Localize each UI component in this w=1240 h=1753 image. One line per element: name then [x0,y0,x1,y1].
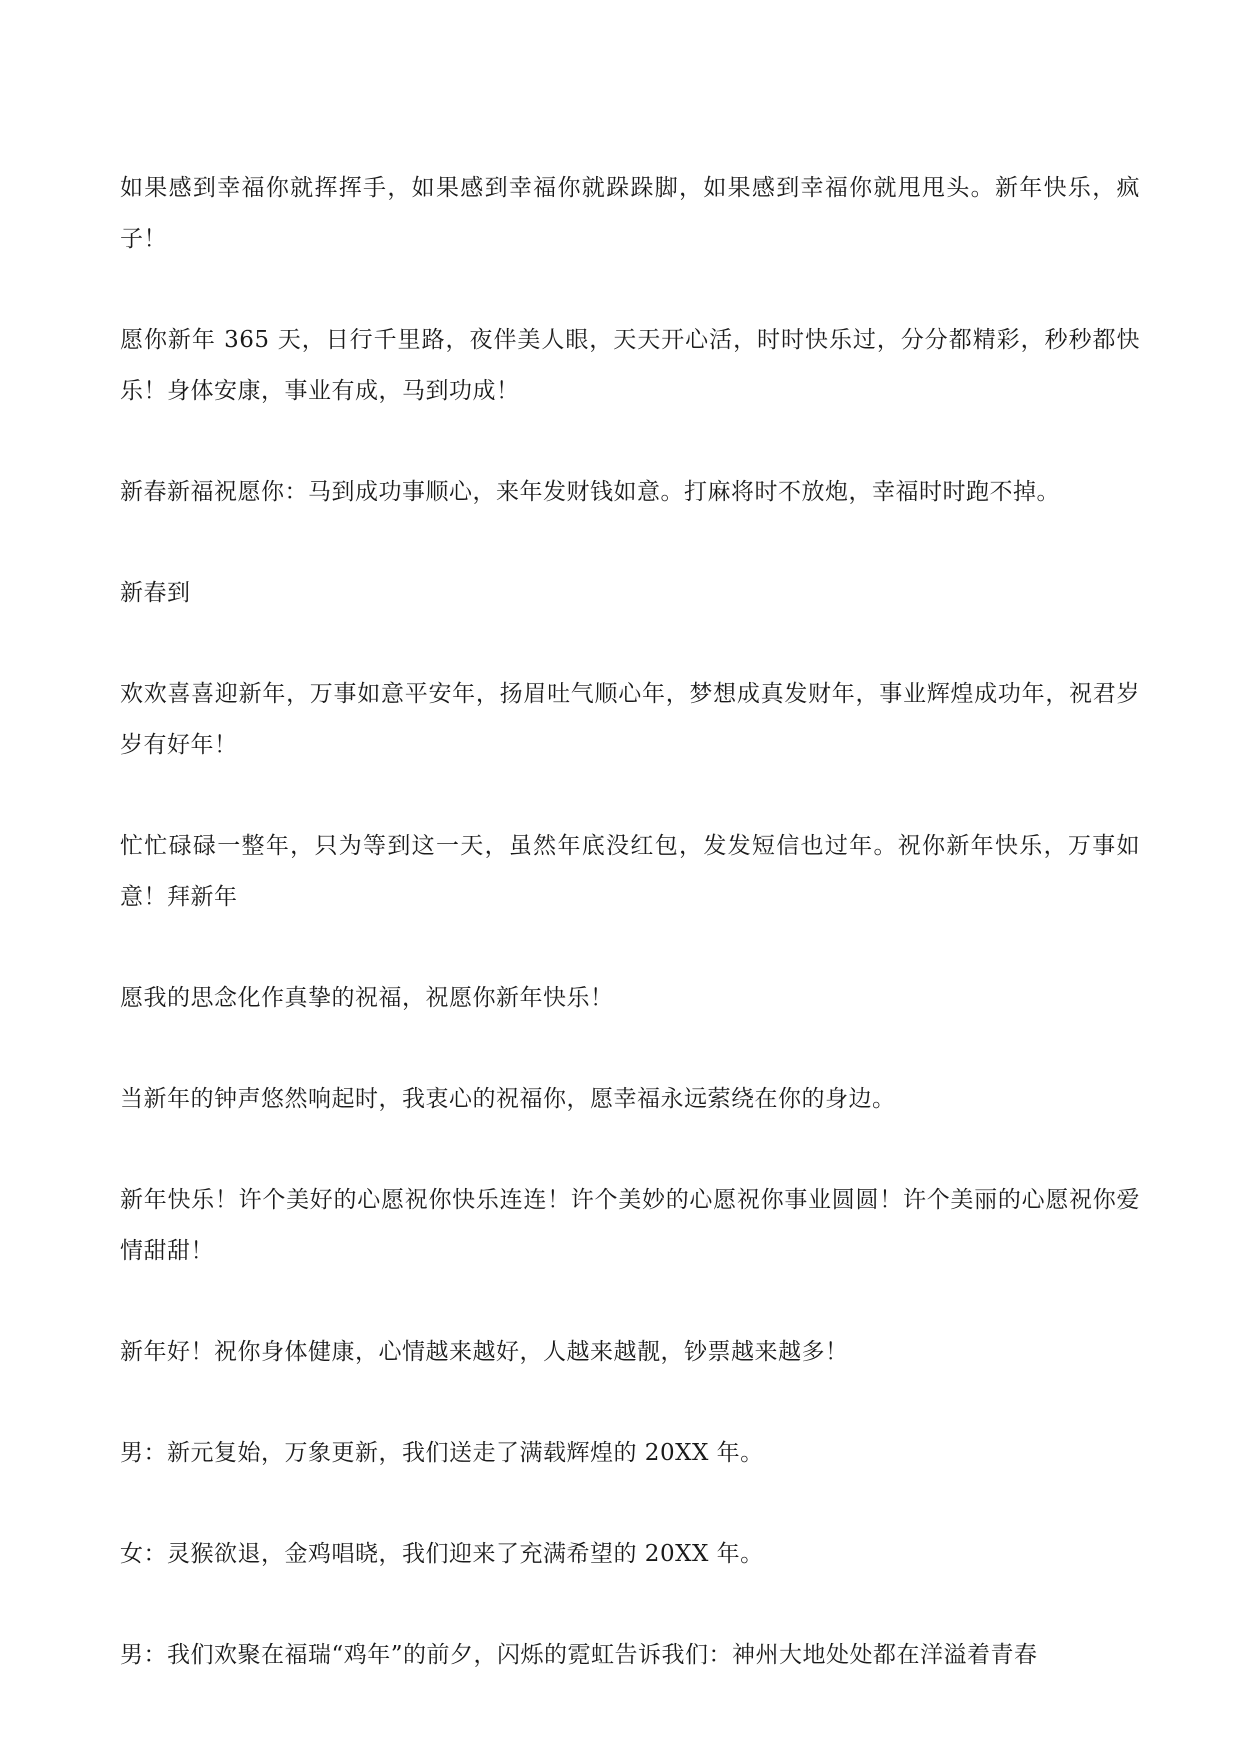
paragraph: 男：新元复始，万象更新，我们送走了满载辉煌的 20XX 年。 [120,1440,764,1466]
paragraph: 欢欢喜喜迎新年，万事如意平安年，扬眉吐气顺心年，梦想成真发财年，事业辉煌成功年，祝君岁岁有好年！ [120,681,1140,758]
paragraph: 男：我们欢聚在福瑞“鸡年”的前夕，闪烁的霓虹告诉我们：神州大地处处都在洋溢着青春 [120,1642,1038,1668]
paragraph: 愿我的思念化作真挚的祝福，祝愿你新年快乐！ [120,985,614,1011]
paragraph: 新春新福祝愿你：马到成功事顺心，来年发财钱如意。打麻将时不放炮，幸福时时跑不掉。 [120,479,1060,505]
paragraph: 新春到 [120,580,191,606]
paragraph: 忙忙碌碌一整年，只为等到这一天，虽然年底没红包，发发短信也过年。祝你新年快乐，万事如意！拜新年 [120,833,1140,910]
paragraph: 如果感到幸福你就挥挥手，如果感到幸福你就跺跺脚，如果感到幸福你就甩甩头。新年快乐，疯子！ [120,175,1140,252]
paragraph: 愿你新年 365 天，日行千里路，夜伴美人眼，天天开心活，时时快乐过，分分都精彩，秒秒都快乐！身体安康，事业有成，马到功成！ [120,327,1140,404]
paragraph: 当新年的钟声悠然响起时，我衷心的祝福你，愿幸福永远萦绕在你的身边。 [120,1086,896,1112]
paragraph: 女：灵猴欲退，金鸡唱晓，我们迎来了充满希望的 20XX 年。 [120,1541,764,1567]
paragraph: 新年好！祝你身体健康，心情越来越好，人越来越靓，钞票越来越多！ [120,1339,849,1365]
document-body [120,163,1140,1681]
paragraph: 新年快乐！许个美好的心愿祝你快乐连连！许个美妙的心愿祝你事业圆圆！许个美丽的心愿祝你爱情甜甜！ [120,1187,1140,1264]
